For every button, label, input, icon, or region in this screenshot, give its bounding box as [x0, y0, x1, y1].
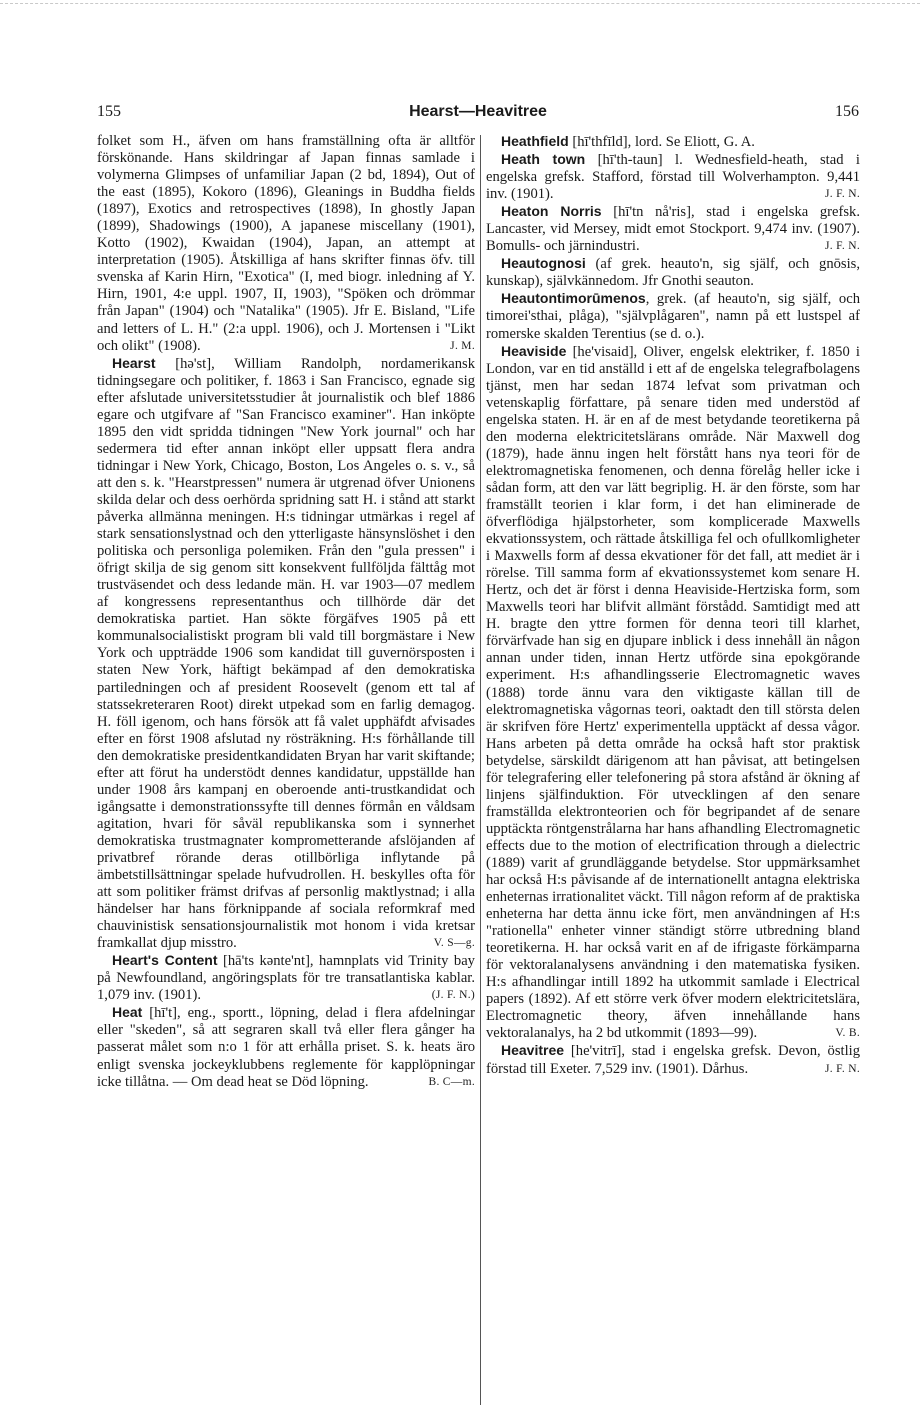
entry-headword: Heathfield [501, 133, 569, 149]
entry-text: folket som H., äfven om hans framställning ofta är alltför förskönande. Hans skildringar af Japan finnas samlade i volymerna Glimpses of unfamiliar Japan (2 bd, 1894), Out of the east (1895), Kokoro (1896), Gleanings in Buddha fields (1897), Exotics and retrospectives (1898), In ghostly Japan (1899), Shadowings (1900), A japanese miscellany (1901), Kotto (1902), Kwaidan (1904), Japan, an attempt at interpretation (1905). Åtskilliga af hans skrifter finnas öfv. till svenska af Karin Hirn, "Exotica" (I, med biogr. inledning af Y. Hirn, 1901, 4:e uppl. 1907, II, 1903), "Spöken och drömmar från Japan" (1904) och "Natalika" (1905). Jfr E. Bisland, "Life and letters of L. H." (2:a uppl. 1906), och J. Mortensen i "Likt och olikt" (1908). [97, 133, 475, 354]
entry-headword: Heaviside [501, 342, 567, 359]
entry-text: [hī't], eng., sportt., löpning, delad i flera afdelningar eller "skeden", så att segraren skall två eller flera gånger ha passerat målet som n:o 1 för att erhålla priset. S. k. heats äro enligt svenska jockeyklubbens reglemente för kapplöpningar icke tillåtna. — Om dead heat se Död löpning. [97, 1005, 475, 1090]
encyclopedia-entry [97, 355, 475, 953]
entry-text: [he'visaid], Oliver, engelsk elektriker, f. 1850 i London, var en tid anställd i ett af de engelska telegrafbolagens tjänst, men har sedan 1874 lefvat som privatman och vetenskaplig författare, på senare tiden med understöd af engelska staten. H. är en af de mest betydande teoretikerna på den moderna elektricitetslärans område. När Maxwell dog (1879), hade ännu ingen helt förstått hans nya teori för de elektromagnetiska fenomenen, och denna förelåg heller icke i sådan form, att den var lätt begriplig. H. är den förste, som har framställt teorien i klar form, i det han eliminerade de öfverflödiga hjälpstorheter, som komplicerade Maxwells ekvationssystem, och rättade åtskilliga fel och ofullkomligheter i Maxwells form af dessa ekvationer för det fall, att mediet är i rörelse. Till samma form af ekvationssystemet kom senare H. Hertz, och det är först i denna Heaviside-Hertziska form, som Maxwells teori har blifvit allmänt förstådd. Samtidigt med att H. bragte den yttre formen för denna teori till klarhet, förvärfvade han sig en djupare inblick i dess innehåll än någon annan under tiden, innan Hertz utförde sina epokgörande experiment. H:s afhandlingsserie Electromagnetic waves (1888) torde ännu vara den viktigaste källan till de elektromagnetiska vågornas teori, oaktadt den till största delen är skrifven före Hertz' experimentella upptäckt af dessa vågor. Hans arbeten på detta område ha också haft stor praktisk betydelse, särskildt därigenom att han påvisat, att betingelsen för telegrafering eller telefonering på stora afstånd är ökning af linjens själfinduktion. För utvecklingen af den senare framställda elektronteorien och för begripandet af de senare upptäckta röntgenstrålarna har hans afhandling Electromagnetic effects due to the motion of electrification through a dielectric (1889) varit af grundläggande betydelse. Stor uppmärksamhet har också H:s påvisande af de internationellt antagna elektriska enheternas irrationalitet väckt. Till någon reform af de praktiska enheterna har detta ännu icke fört, men användningen af H:s "rationella" enheter vinner ständigt större utbredning bland teoretikerna. H. har också varit en af de ifrigaste förkämparna för vektoralanalysens användning i den matematiska fysiken. H:s afhandlingar intill 1892 ha utkommit samlade i Electrical papers (1892). Af ett större verk öfver modern elektricitetslära, Electromagnetic theory, äfven innehållande hans vektoralanalys, ha 2 bd utkommit (1893—99). [486, 343, 860, 1042]
encyclopedia-entry [97, 952, 475, 1004]
encyclopedia-entry [97, 133, 475, 355]
entry-headword: Heaton Norris [501, 203, 602, 220]
author-signature: J. F. N. [824, 1062, 860, 1075]
entry-text: [he'vitrī], stad i engelska grefsk. Devon, östlig förstad till Exeter. 7,529 inv. (1901). Dårhus. [486, 1043, 860, 1077]
encyclopedia-entry [486, 290, 860, 342]
entry-headword: Heavitree [501, 1042, 565, 1059]
author-signature: V. B. [835, 1027, 860, 1040]
author-signature: (J. F. N.) [431, 989, 475, 1002]
entry-text: [hə'st], William Randolph, nordamerikansk tidningsegare och politiker, f. 1863 i San Francisco, egnade sig efter afslutade universitetsstudier åt journalistik och blef 1886 egare och utgifvare af "San Francisco examiner". Han inköpte 1895 den vidt spridda tidningen "New York journal" och har sedermera tid efter annan inköpt eller uppsatt flera andra tidningar i New York, Chicago, Boston, Los Angeles o. s. v., så att den s. k. "Hearstpressen" numera är utgrenad öfver Unionens skilda delar och dess oerhörda spridning satt H. i stånd att starkt påverka allmänna meningen. H:s tidningar utmärkas i regel af stark sensationslystnad och den ytterligaste hänsynslöshet i den politiska och personliga polemiken. Från den "gula pressen" i öfrigt skilja de sig genom sitt konsekvent fullföljda fälttåg mot trustväsendet och dess ledande män. H. var 1903—07 medlem af kongressens representanthus och tillhörde där det demokratiska partiet. Han sökte förgäfves 1905 på ett kommunalsocialistiskt program bli vald till borgmästare i New York och uppträdde 1906 som kandidat till guvernörsposten i staten New York, häftigt bekämpad af den demokratiska partiledningen och af president Roosevelt (genom ett tal af statssekreteraren Root) direkt utpekad som en farlig demagog. H. föll igenom, och hans försök att få valet upphäfdt afvisades efter en först 1908 afslutad ny rösträkning. H:s förhållande till den demokratiske presidentkandidaten Bryan har varit skiftande; efter att förut ha understödt dennes kandidatur, uppställde han under 1908 års kampanj en oberoende anti-trustkandidat och igångsatte i demonstrationssyfte till dennes förmån en våldsam agitation, hvari för såväl republikanska som i synnerhet demokratiska trustmagnater komprometterande afslöjanden af privatbref rörande deras otillbörliga inflytande på ämbetstillsättningar spelade hufvudrollen. H. beskylles ofta för att som politiker främst drifvas af personlig maktlystnad; i alla händelser har hans förknippande af sociala reformkraf med chauvinistisk sensationsjournalistik mot honom i vida kretsar framkallat djup misstro. [97, 355, 475, 952]
author-signature: J. F. N. [824, 240, 860, 253]
encyclopedia-entry [486, 255, 860, 290]
encyclopedia-entry [486, 1042, 860, 1077]
left-column [97, 133, 475, 1091]
author-signature: J. F. N. [824, 188, 860, 201]
entry-text: , grek. (af heauto'n, sig själf, och timorei'sthai, plåga), "självplågaren", namn på ett lustspel af romerske skalden Terentius (se d. o.). [486, 291, 860, 342]
entry-text: [hī'tn nå'ris], stad i engelska grefsk. Lancaster, vid Mersey, midt emot Stockport. 9,474 inv. (1907). Bomulls- och järnindustri. [486, 204, 861, 255]
author-signature: V. S—g. [433, 937, 475, 950]
entry-text: (af grek. heauto'n, sig själf, och gnōsis, kunskap), självkännedom. Jfr Gnothi seauton. [486, 256, 860, 290]
left-page-number: 155 [97, 103, 121, 120]
entry-headword: Heath town [501, 151, 586, 168]
right-page-number: 156 [835, 103, 859, 120]
entry-text: [hī'thfīld], lord. Se Eliott, G. A. [568, 134, 755, 150]
entry-headword: Heat [112, 1004, 143, 1021]
encyclopedia-entry [486, 151, 860, 203]
encyclopedia-entry [486, 203, 860, 255]
entry-headword: Hearst [112, 354, 156, 371]
entry-headword: Heart's Content [112, 952, 218, 969]
running-title: Hearst—Heavitree [409, 103, 547, 120]
right-column [486, 133, 860, 1078]
author-signature: J. M. [450, 339, 475, 352]
entry-text: [hā'ts kənte'nt], hamnplats vid Trinity bay på Newfoundland, angöringsplats för tre transatlantiska kablar. 1,079 inv. (1901). [97, 953, 475, 1004]
author-signature: B. C—m. [428, 1075, 475, 1088]
entry-headword: Heautognosi [501, 255, 586, 272]
entry-text: [hī'th-taun] l. Wednesfield-heath, stad i engelska grefsk. Stafford, förstad till Wolverhampton. 9,441 inv. (1901). [486, 152, 860, 203]
page-header [97, 103, 859, 125]
encyclopedia-entry [97, 1004, 475, 1090]
top-edge-rule [0, 3, 920, 4]
encyclopedia-entry [486, 343, 860, 1043]
column-divider [480, 135, 481, 1405]
encyclopedia-entry [486, 133, 860, 151]
entry-headword: Heautontimorūmenos [501, 290, 646, 307]
